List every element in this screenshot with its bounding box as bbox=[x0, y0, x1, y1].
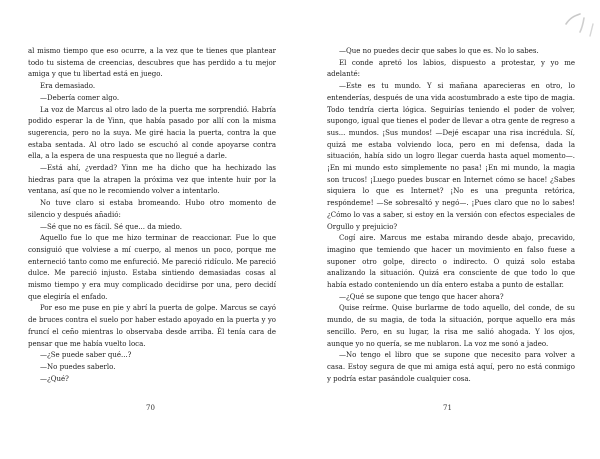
paragraph: —No puedes saberlo. bbox=[40, 362, 116, 371]
paragraph: Cogí aire. Marcus me estaba mirando desde abajo, precavido, imagino que temiendo que hacer un movimiento en falso fuese a suponer otro golpe, directo o indirecto. O quizá solo estaba analizando la situación. Quizá era consciente de que todo lo que había estado conteniendo un día entero estaba a punto de estallar. bbox=[327, 234, 575, 290]
paragraph: —No tengo el libro que se supone que necesito para volver a casa. Estoy segura de que mi amiga está aquí, pero no está conmigo y podría estar pasándole cualquier cosa. bbox=[327, 351, 575, 383]
paragraph: —Sé que no es fácil. Sé que... da miedo. bbox=[40, 222, 182, 231]
paragraph: —Que no puedes decir que sabes lo que es. No lo sabes. bbox=[339, 47, 539, 55]
page-number-right: 71 bbox=[443, 404, 452, 412]
paragraph: La voz de Marcus al otro lado de la puerta me sorprendió. Habría podido esperar la de Yinn, que había pasado por allí con la misma sugerencia, pero no la suya. Me giré hacia la puerta, contra la que estaba sentada. Al otro lado se escuchó al conde apoyarse contra ella, a la espera de una respuesta que no llegué a darle. bbox=[28, 105, 276, 161]
paragraph: —Este es tu mundo. Y si mañana aparecieras en otro, lo entenderías, después de una vida acostumbrado a este tipo de magia. Todo tendría cierta lógica. Seguirías teniendo el poder de volver, supongo, igual que tienes el poder de llevar a otra gente de regreso a sus... mundos. ¡Sus mundos! —Dejé escapar una risa incrédula. Sí, quizá me estaba volviendo loca, pero en mi defensa, dada la situación, había sido un logro llegar cuerda hasta aquel momento—. ¡En mi mundo esto simplemente no pasa! ¡En mi mundo, la magia son trucos! ¡Luego puedes buscar en Internet cómo se hace! ¿Sabes siquiera lo que es Internet? ¡No es una pregunta retórica, respóndeme! —Se sobresaltó y negó—. ¡Pues claro que no lo sabes! ¿Cómo lo vas a saber, si estoy en la versión con efectos especiales de Orgullo y prejuicio? bbox=[327, 82, 575, 231]
page-curl-decoration-icon bbox=[558, 6, 598, 46]
paragraph: No tuve claro si estaba bromeando. Hubo otro momento de silencio y después añadió: bbox=[28, 199, 276, 219]
paragraph: —Está ahí, ¿verdad? Yinn me ha dicho que ha hechizado las hiedras para que la atrapen la próxima vez que intente huir por la ventana, así que no le recomiendo volver a intentarlo. bbox=[28, 164, 276, 196]
paragraph: Quise reírme. Quise burlarme de todo aquello, del conde, de su mundo, de su magia, de toda la situación, porque aquello era más sencillo. Pero, en su lugar, la risa me salió ahogada. Y los ojos, aunque yo no quería, se me nublaron. La voz me sonó a jadeo. bbox=[327, 304, 575, 348]
paragraph: —¿Qué? bbox=[40, 374, 69, 383]
paragraph: al mismo tiempo que eso ocurre, a la vez que te tienes que plantear todo tu sistema de creencias, descubres que has perdido a tu mejor amiga y que tu libertad está en juego. bbox=[28, 47, 276, 79]
right-page bbox=[327, 46, 575, 385]
page-number-left: 70 bbox=[146, 404, 155, 412]
paragraph: —¿Se puede saber qué...? bbox=[40, 351, 132, 360]
paragraph: Por eso me puse en pie y abrí la puerta de golpe. Marcus se cayó de bruces contra el suelo por haber estado apoyado en la puerta y yo fruncí el ceño mientras lo observaba desde arriba. Él tenía cara de pensar que me había vuelto loca. bbox=[28, 304, 276, 348]
left-page bbox=[28, 46, 276, 385]
paragraph: Era demasiado. bbox=[40, 82, 96, 91]
paragraph: Aquello fue lo que me hizo terminar de reaccionar. Fue lo que consiguió que volviese a mí cuerpo, al menos un poco, porque me enterneció tanto como me enfureció. Me pareció ridículo. Me pareció dulce. Me pareció injusto. Estaba sintiendo demasiadas cosas al mismo tiempo y era muy complicado decidirse por una, pero decidí que elegiría el enfado. bbox=[28, 234, 276, 301]
paragraph: El conde apretó los labios, dispuesto a protestar, y yo me adelanté: bbox=[327, 58, 575, 79]
paragraph: —Debería comer algo. bbox=[40, 93, 120, 102]
paragraph: —¿Qué se supone que tengo que hacer ahora? bbox=[339, 292, 504, 301]
